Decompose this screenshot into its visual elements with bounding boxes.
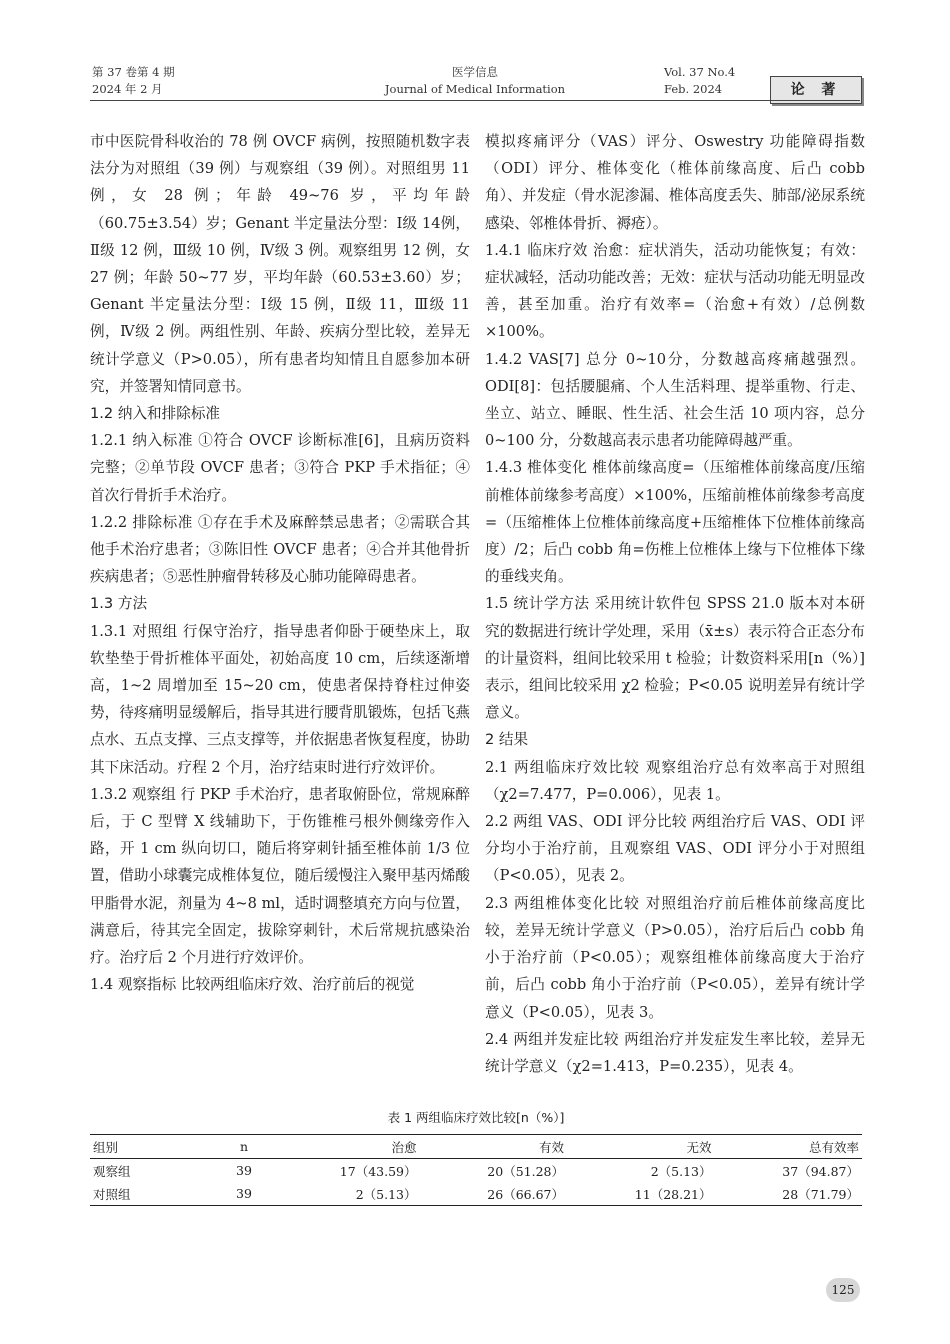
paragraph: 模拟疼痛评分（VAS）评分、Oswestry 功能障碍指数（ODI）评分、椎体变化（椎体前缘高度、后凸 cobb 角）、并发症（骨水泥渗漏、椎体高度丢失、肺部/泌尿系统感染、邻椎体骨折、褥疮）。	[485, 133, 865, 232]
table-cell: 28（71.79）	[782, 1186, 859, 1202]
table-cell: 观察组	[93, 1163, 131, 1179]
paragraph: 2.4 两组并发症比较 两组治疗并发症发生率比较，差异无统计学意义（χ2=1.413，P=0.235），见表 4。	[485, 1030, 865, 1075]
column-header-group: 组别	[93, 1139, 119, 1155]
journal-name-cn: 医学信息	[452, 65, 498, 79]
paragraph: 1.4.2 VAS[7] 总分 0~10分，分数越高疼痛越强烈。ODI[8]：包括腰腿痛、个人生活料理、提举重物、行走、坐立、站立、睡眠、性生活、社会生活 10 项内容，总分 0~100 分，分数越高表示患者功能障碍越严重。	[485, 350, 865, 450]
running-header-center	[340, 64, 610, 98]
paragraph: 1.2.2 排除标准 ①存在手术及麻醉禁忌患者；②需联合其他手术治疗患者；③陈旧性 OVCF 患者；④合并其他骨折疾病患者；⑤恶性肿瘤骨转移及心肺功能障碍患者。	[90, 513, 470, 586]
publication-date: 2024 年 2 月	[92, 82, 163, 96]
column-header-effective: 有效	[538, 1139, 564, 1155]
paragraph: 2.1 两组临床疗效比较 观察组治疗总有效率高于对照组（χ2=7.477，P=0.006），见表 1。	[485, 758, 865, 803]
table-cell: 20（51.28）	[487, 1163, 564, 1179]
table-cell: 39	[236, 1186, 252, 1201]
header-rule	[90, 100, 860, 101]
section-tag: 论 著	[770, 76, 862, 104]
paragraph: 1.4 观察指标 比较两组临床疗效、治疗前后的视觉	[90, 976, 415, 994]
column-header-cured: 治愈	[391, 1139, 417, 1155]
table-cell: 39	[236, 1163, 252, 1178]
column-header-ineffective: 无效	[686, 1139, 712, 1155]
section-heading: 1.3 方法	[90, 595, 148, 613]
page-number: 125	[826, 1278, 860, 1302]
paragraph: 1.5 统计学方法 采用统计软件包 SPSS 21.0 版本对本研究的数据进行统计学处理，采用（x̄±s）表示符合正态分布的计量资料，组间比较采用 t 检验；计数资料采用[n（%）]表示，组间比较采用 χ2 检验；P<0.05 说明差异有统计学意义。	[485, 595, 865, 722]
section-heading: 1.2 纳入和排除标准	[90, 405, 221, 423]
paragraph: 1.2.1 纳入标准 ①符合 OVCF 诊断标准[6]，且病历资料完整；②单节段 OVCF 患者；③符合 PKP 手术指征；④首次行骨折手术治疗。	[90, 432, 470, 504]
right-column	[485, 128, 865, 1080]
volume-issue: 第 37 卷第 4 期	[92, 65, 175, 79]
section-heading: 2 结果	[485, 731, 529, 749]
table-header-row	[90, 1135, 862, 1159]
publication-date-en: Feb. 2024	[664, 82, 723, 96]
table-cell: 37（94.87）	[782, 1163, 859, 1179]
running-header-right	[664, 64, 735, 98]
paragraph: 市中医院骨科收治的 78 例 OVCF 病例，按照随机数字表法分为对照组（39 例）与观察组（39 例）。对照组男 11 例，女 28 例；年龄 49~76 岁，平均年龄（60.75±3.54）岁；Genant 半定量法分型：Ⅰ级 14例，Ⅱ级 12 例，Ⅲ级 10 例，Ⅳ级 3 例。观察组男 12 例，女 27 例；年龄 50~77 岁，平均年龄（60.53±3.60）岁；Genant 半定量法分型：Ⅰ级 15 例，Ⅱ级 11，Ⅲ级 11 例，Ⅳ级 2 例。两组性别、年龄、疾病分型比较，差异无统计学意义（P>0.05），所有患者均知情且自愿参加本研究，并签署知情同意书。	[90, 133, 470, 395]
paragraph: 2.3 两组椎体变化比较 对照组治疗前后椎体前缘高度比较，差异无统计学意义（P>0.05），治疗后后凸 cobb 角小于治疗前（P<0.05）；观察组椎体前缘高度大于治疗前，后凸 cobb 角小于治疗前（P<0.05），差异有统计学意义（P<0.05），见表 3。	[485, 894, 865, 1021]
column-header-n: n	[239, 1139, 249, 1154]
table-cell: 2（5.13）	[650, 1163, 712, 1179]
paragraph: 2.2 两组 VAS、ODI 评分比较 两组治疗后 VAS、ODI 评分均小于治疗前，且观察组 VAS、ODI 评分小于对照组（P<0.05），见表 2。	[485, 813, 865, 885]
volume-issue-en: Vol. 37 No.4	[664, 65, 736, 79]
journal-name-en: Journal of Medical Information	[384, 82, 566, 96]
table-cell: 26（66.67）	[487, 1186, 564, 1202]
table-row	[90, 1159, 862, 1183]
paragraph: 1.4.3 椎体变化 椎体前缘高度=（压缩椎体前缘高度/压缩前椎体前缘参考高度）×100%，压缩前椎体前缘参考高度=（压缩椎体上位椎体前缘高度+压缩椎体下位椎体前缘高度）/2；后凸 cobb 角=伤椎上位椎体上缘与下位椎体下缘的垂线夹角。	[485, 459, 865, 586]
column-header-total-rate: 总有效率	[808, 1139, 859, 1155]
left-column	[90, 128, 470, 999]
table-1	[90, 1108, 862, 1206]
running-header-left	[92, 64, 175, 98]
table-title: 表 1 两组临床疗效比较[n（%）]	[387, 1110, 565, 1125]
paragraph: 1.3.2 观察组 行 PKP 手术治疗，患者取俯卧位，常规麻醉后，于 C 型臂 X 线辅助下，于伤锥椎弓根外侧缘旁作入路，开 1 cm 纵向切口，随后将穿刺针插至椎体前 1/3 位置，借助小球囊完成椎体复位，随后缓慢注入聚甲基丙烯酸甲脂骨水泥，剂量为 4~8 ml，适时调整填充方向与位置，满意后，待其完全固定，拔除穿刺针，术后常规抗感染治疗。治疗后 2 个月进行疗效评价。	[90, 785, 470, 967]
paragraph: 1.3.1 对照组 行保守治疗，指导患者仰卧于硬垫床上，取软垫垫于骨折椎体平面处，初始高度 10 cm，后续逐渐增高，1~2 周增加至 15~20 cm，使患者保持脊柱过伸姿势，待疼痛明显缓解后，指导其进行腰背肌锻炼，包括飞燕点水、五点支撑、三点支撑等，并依据患者恢复程度，协助其下床活动。疗程 2 个月，治疗结束时进行疗效评价。	[90, 622, 470, 776]
table-row	[90, 1182, 862, 1206]
table-cell: 2（5.13）	[355, 1186, 417, 1202]
paragraph: 1.4.1 临床疗效 治愈：症状消失，活动功能恢复；有效：症状减轻，活动功能改善；无效：症状与活动功能无明显改善，甚至加重。治疗有效率=（治愈+有效）/总例数×100%。	[485, 241, 865, 341]
table-cell: 17（43.59）	[339, 1163, 417, 1179]
table-cell: 对照组	[93, 1186, 131, 1202]
table-cell: 11（28.21）	[634, 1186, 712, 1202]
efficacy-table	[90, 1134, 862, 1206]
